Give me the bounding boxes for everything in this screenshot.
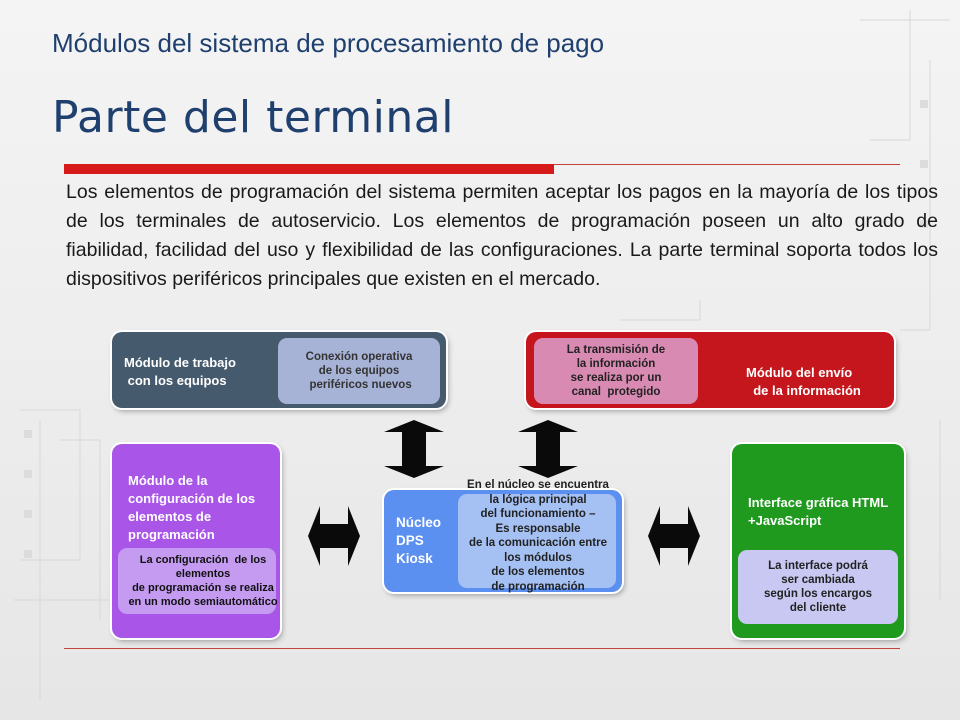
core-module-note: En el núcleo se encuentra la lógica principal del funcionamiento – Es responsable de la comunicación entre los módulos de los elementos de programación [467, 479, 609, 593]
interface-module-note: La interface podrá ser cambiada según los encargos del cliente [738, 550, 898, 624]
interface-module-box [732, 444, 904, 638]
slide-subtitle: Módulos del sistema de procesamiento de pago [52, 28, 605, 58]
slide-title: Parte del terminal [52, 92, 454, 143]
sending-module-box [526, 332, 894, 408]
sending-module-label: Módulo del envío de la información [746, 365, 861, 398]
equipment-core-double-arrow-icon [380, 418, 448, 480]
sending-module-note: La transmisión de la información se realiza por un canal protegido [534, 338, 698, 404]
configuration-module-note: La configuración de los elementos de programación se realiza en un modo semiautomático [118, 548, 276, 614]
footer-divider-line [64, 648, 900, 649]
title-accent-bar [64, 164, 554, 174]
configuration-module-label: Módulo de la configuración de los elementos de programación [128, 473, 256, 542]
equipment-module-label: Módulo de trabajo con los equipos [124, 355, 236, 388]
body-paragraph: Los elementos de programación del sistema permiten aceptar los pagos en la mayoría de los tipos de los terminales de autoservicio. Los elementos de programación poseen un alto grado de fiabilidad, facilidad del uso y flexibilidad de las configuraciones. La parte terminal soporta todos los dispositivos periféricos principales que existen en el mercado. [66, 181, 938, 290]
core-module-label: Núcleo DPS Kiosk [396, 515, 442, 566]
sending-core-double-arrow-icon [514, 418, 582, 480]
interface-module-label: Interface gráfica HTML +JavaScript [748, 495, 889, 528]
core-interface-double-arrow-icon [646, 504, 702, 568]
configuration-core-double-arrow-icon [306, 504, 362, 568]
equipment-module-box [112, 332, 446, 408]
title-divider-line [554, 164, 900, 165]
equipment-module-note: Conexión operativa de los equipos periféricos nuevos [278, 338, 440, 404]
